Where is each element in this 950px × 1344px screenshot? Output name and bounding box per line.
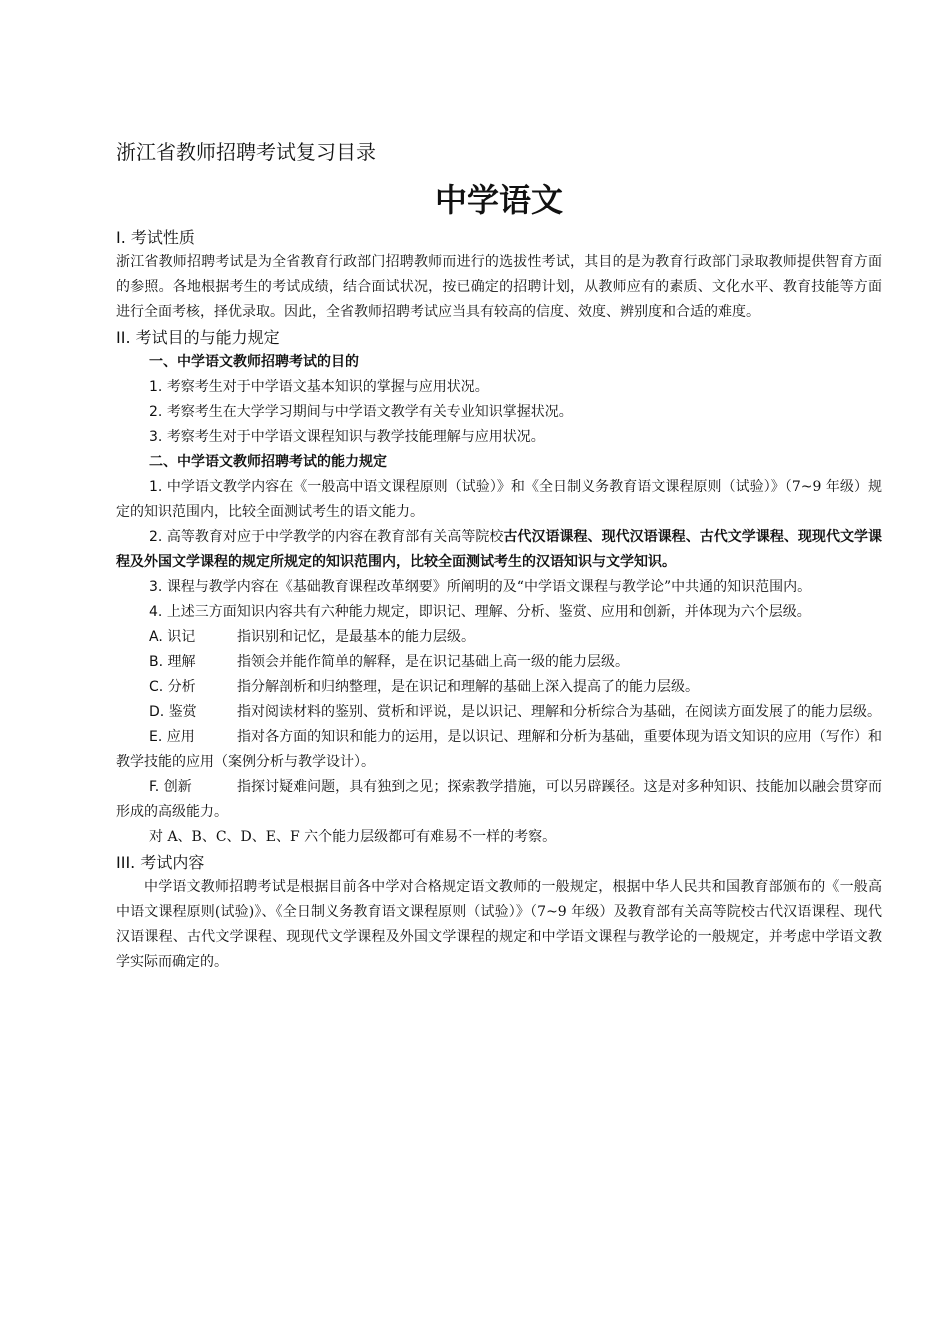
ability-item <box>116 525 882 575</box>
level-letter: F. <box>149 779 160 795</box>
item-text: 课程与教学内容在《基础教育课程改革纲要》所阐明的及“中学语文课程与教学论”中共通的知识范围内。 <box>166 579 812 595</box>
document-title: 浙江省教师招聘考试复习目录 <box>116 140 376 164</box>
level-letter: E. <box>149 729 163 745</box>
level-name: 分析 <box>167 679 196 695</box>
level-description: 指对阅读材料的鉴别、赏析和评说，是以识记、理解和分析综合为基础，在阅读方面发展了的能力层级。 <box>237 704 881 720</box>
level-letter: D. <box>149 704 165 720</box>
item-number: 2. <box>149 404 163 420</box>
subheading-exam-purpose: 一、中学语文教师招聘考试的目的 <box>149 354 359 370</box>
ability-level <box>116 675 882 700</box>
ability-level <box>116 775 882 825</box>
item-number: 1. <box>149 479 163 495</box>
level-name: 鉴赏 <box>168 704 197 720</box>
level-name: 创新 <box>163 779 192 795</box>
level-description: 指探讨疑难问题，具有独到之见；探索教学措施，可以另辟蹊径。这是对多种知识、技能加以融会贯穿而形成的高级能力。 <box>116 779 882 820</box>
purpose-item <box>116 425 882 450</box>
item-number: 4. <box>149 604 163 620</box>
ability-level <box>116 700 882 725</box>
level-description: 指识别和记忆，是最基本的能力层级。 <box>237 629 475 645</box>
level-letter: C. <box>149 679 164 695</box>
level-letter: B. <box>149 654 164 670</box>
ability-level <box>116 625 882 650</box>
level-description: 指分解剖析和归纳整理，是在识记和理解的基础上深入提高了的能力层级。 <box>237 679 699 695</box>
ability-item <box>116 475 882 525</box>
item-text: 考察考生在大学学习期间与中学语文教学有关专业知识掌握状况。 <box>166 404 573 420</box>
level-description: 指对各方面的知识和能力的运用，是以识记、理解和分析为基础，重要体现为语文知识的应用（写作）和教学技能的应用（案例分析与教学设计）。 <box>116 729 882 770</box>
purpose-item <box>116 375 882 400</box>
level-name: 理解 <box>167 654 196 670</box>
ability-item <box>116 575 882 600</box>
item-text-bold: 古代汉语课程、现代汉语课程、古代文学课程、现现代文学课程及外国文学课程的规定所规定的知识范围内，比较全面测试考生的汉语知识与文学知识。 <box>116 529 883 570</box>
item-text: 高等教育对应于中学教学的内容在教育部有关高等院校 <box>166 529 504 545</box>
section-heading-exam-content: III. 考试内容 <box>116 853 205 872</box>
exam-content-paragraph: 中学语文教师招聘考试是根据目前各中学对合格规定语文教师的一般规定，根据中华人民共和国教育部颁布的《一般高中语文课程原则(试验)》、《全日制义务教育语文课程原则（试验）》（7~9 年级）及教育部有关高等院校古代汉语课程、现代汉语课程、古代文学课程、现现代文学课程及外国文学课程的规定和中学语文课程与教学论的一般规定，并考虑中学语文教学实际而确定的。 <box>116 879 882 970</box>
subject-title: 中学语文 <box>434 181 563 219</box>
item-number: 1. <box>149 379 163 395</box>
exam-nature-paragraph: 浙江省教师招聘考试是为全省教育行政部门招聘教师而进行的选拔性考试，其目的是为教育行政部门录取教师提供智育方面的参照。各地根据考生的考试成绩，结合面试状况，按已确定的招聘计划，从教师应有的素质、文化水平、教育技能等方面进行全面考核，择优录取。因此，全省教师招聘考试应当具有较高的信度、效度、辨别度和合适的难度。 <box>116 254 882 320</box>
ability-level <box>116 650 882 675</box>
ability-levels-note: 对 A、B、C、D、E、F 六个能力层级都可有难易不一样的考察。 <box>149 829 557 845</box>
item-text: 考察考生对于中学语文基本知识的掌握与应用状况。 <box>166 379 489 395</box>
ability-item <box>116 600 882 625</box>
document-body <box>116 225 882 975</box>
level-description: 指领会并能作简单的解释，是在识记基础上高一级的能力层级。 <box>237 654 629 670</box>
item-number: 3. <box>149 429 163 445</box>
subheading-ability-requirements: 二、中学语文教师招聘考试的能力规定 <box>149 454 387 470</box>
item-text: 上述三方面知识内容共有六种能力规定，即识记、理解、分析、鉴赏、应用和创新，并体现为六个层级。 <box>166 604 811 620</box>
level-name: 识记 <box>167 629 196 645</box>
section-heading-exam-nature: I. 考试性质 <box>116 228 195 247</box>
item-number: 2. <box>149 529 163 545</box>
item-text: 中学语文教学内容在《一般高中语文课程原则（试验）》和《全日制义务教育语文课程原则（试验）》（7~9 年级）规定的知识范围内，比较全面测试考生的语文能力。 <box>116 479 882 520</box>
section-heading-purpose-ability: II. 考试目的与能力规定 <box>116 328 280 347</box>
purpose-item <box>116 400 882 425</box>
item-text: 考察考生对于中学语文课程知识与教学技能理解与应用状况。 <box>166 429 545 445</box>
level-name: 应用 <box>166 729 195 745</box>
level-letter: A. <box>149 629 163 645</box>
item-number: 3. <box>149 579 163 595</box>
ability-level <box>116 725 882 775</box>
